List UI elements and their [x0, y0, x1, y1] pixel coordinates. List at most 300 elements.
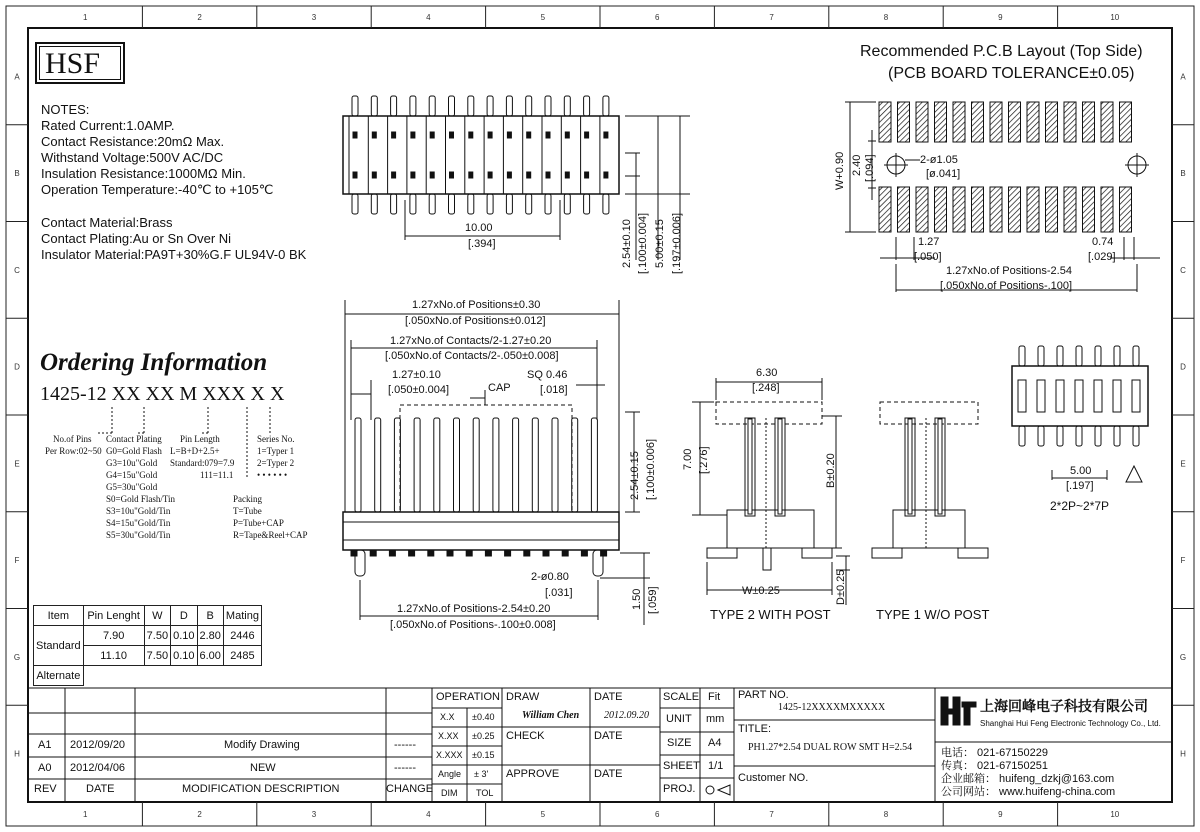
pin-top [545, 96, 551, 116]
dim-label: 0.74 [1092, 236, 1114, 248]
border-row-label: D [1180, 362, 1186, 372]
dim-label: [.050xNo.of Contacts/2-.050±0.008] [385, 350, 559, 362]
mini-pin-bottom [1133, 426, 1139, 446]
front-pin [513, 418, 519, 512]
size-value: A4 [708, 737, 722, 749]
smt-foot [543, 550, 549, 556]
dim-label-vertical: [.100±0.004] [637, 212, 649, 274]
contact-square [430, 172, 434, 178]
pin-bottom [564, 194, 570, 214]
series-header: Series No. [257, 434, 295, 444]
table-cell: 0.10 [171, 626, 197, 646]
rev-row-rev: A0 [38, 762, 52, 774]
mini-pin-bottom [1019, 426, 1025, 446]
rev-header: MODIFICATION DESCRIPTION [182, 783, 340, 795]
contact-square [372, 132, 376, 138]
ordering-series [257, 433, 295, 481]
mini-pin-bottom [1095, 426, 1101, 446]
company-website: 公司网站： www.huifeng-china.com [941, 786, 1116, 798]
table-row [34, 666, 262, 686]
pcb-pad [990, 187, 1002, 232]
company-tel: 电话： 021-67150229 [941, 747, 1049, 759]
plating-header: Contact Plating [106, 434, 162, 444]
dim-label-vertical: [.276] [698, 446, 710, 474]
border-col-label: 10 [1110, 810, 1120, 819]
pin-top [352, 96, 358, 116]
contact-square [353, 172, 357, 178]
pin-top [506, 96, 512, 116]
tol-key: X.XXX [436, 750, 463, 760]
type2-caption: TYPE 2 WITH POST [710, 607, 831, 622]
dim-label: 6.30 [756, 367, 778, 379]
contact-square [565, 132, 569, 138]
front-pin [454, 418, 460, 512]
pins-header: No.of Pins [53, 434, 92, 444]
border-row-label: E [1180, 459, 1186, 469]
cap-label: CAP [488, 382, 511, 394]
contact-square [450, 172, 454, 178]
border-col-label: 1 [82, 13, 88, 22]
pcb-pad [972, 187, 984, 232]
table-cell: 11.10 [83, 646, 144, 666]
smt-foot [428, 550, 434, 556]
plating-item: G0=Gold Flash [106, 446, 162, 456]
note-line: Rated Current:1.0AMP. [41, 118, 175, 133]
date-header: DATE [594, 730, 623, 742]
dim-label-vertical: D±0.25 [835, 569, 847, 605]
rev-row-change: ------ [394, 762, 416, 774]
pcb-pad [1064, 102, 1076, 142]
dim-label: [.050xNo.of Positions±0.012] [405, 315, 546, 327]
tol-key: X.XX [438, 731, 459, 741]
pcb-pad [879, 102, 891, 142]
table-header: B [197, 606, 223, 626]
unit-value: mm [706, 713, 725, 725]
part-code: 1425-12 XX XX M XXX X X [40, 383, 285, 405]
pin-top [371, 96, 377, 116]
table-cell: 0.10 [171, 646, 197, 666]
border-row-label: B [14, 169, 20, 179]
front-pin [591, 418, 597, 512]
pin-bottom [506, 194, 512, 214]
contact-square [411, 132, 415, 138]
mini-pin-top [1114, 346, 1120, 366]
pcb-pad [1083, 187, 1095, 232]
material-line: Contact Plating:Au or Sn Over Ni [41, 231, 232, 246]
pcb-pad [1120, 102, 1132, 142]
border-row-label: H [14, 749, 20, 759]
pcb-pad [1046, 102, 1058, 142]
pcb-pad [1101, 102, 1113, 142]
smt-foot [466, 550, 472, 556]
dim-label-vertical: 2.54±0.10 [621, 219, 633, 268]
border-row-label: B [1180, 169, 1186, 179]
pin-bottom [371, 194, 377, 214]
rev-row-date: 2012/09/20 [70, 739, 126, 751]
table-cell: 7.50 [144, 646, 170, 666]
table-row [34, 626, 262, 646]
table-header: Item [34, 606, 84, 626]
approve-label: APPROVE [506, 768, 560, 780]
front-pin [434, 418, 440, 512]
part-no-label: PART NO. [738, 689, 789, 701]
pcb-pad [935, 102, 947, 142]
table-cell: 2485 [223, 646, 261, 666]
dim-label-vertical: 1.50 [631, 588, 643, 610]
pin-top [564, 96, 570, 116]
draw-date: 2012.09.20 [604, 710, 649, 721]
rev-row-desc: NEW [250, 762, 276, 774]
dim-label: 2-ø1.05 [920, 154, 958, 166]
length-header: Pin Length [180, 434, 220, 444]
contact-square [546, 132, 550, 138]
dim-label: 2-ø0.80 [531, 571, 569, 583]
border-col-label: 5 [540, 13, 546, 22]
border-col-label: 10 [1110, 13, 1120, 22]
dim-label-vertical: [.100±0.006] [645, 438, 657, 500]
mini-pin-bottom [1057, 426, 1063, 446]
border-col-label: 6 [654, 810, 660, 819]
dim-label: SQ 0.46 [527, 369, 568, 381]
table-cell: 6.00 [197, 646, 223, 666]
contact-square [488, 132, 492, 138]
material-line: Contact Material:Brass [41, 215, 173, 230]
pcb-pad [879, 187, 891, 232]
front-pin [355, 418, 361, 512]
border-row-label: H [1180, 749, 1186, 759]
table-row [34, 606, 262, 626]
front-pin [414, 418, 420, 512]
border-row-label: C [14, 265, 20, 275]
scale-value: Fit [708, 691, 721, 703]
dim-label-vertical: [.059] [647, 586, 659, 614]
dim-label: [.029] [1088, 251, 1116, 263]
operation-label: OPERATION [436, 691, 500, 703]
date-header: DATE [594, 691, 623, 703]
dim-label: W±0.25 [742, 585, 780, 597]
series-item: 2=Typer 2 [257, 458, 295, 468]
pin-top [526, 96, 532, 116]
rev-header: DATE [86, 783, 115, 795]
mini-pin-top [1095, 346, 1101, 366]
material-line: Insulator Material:PA9T+30%G.F UL94V-0 BK [41, 247, 307, 262]
pin-top [391, 96, 397, 116]
dim-label: [.248] [752, 382, 780, 394]
packing-header: Packing [233, 494, 262, 504]
pin-bottom [352, 194, 358, 214]
dim-label: 1.27xNo.of Positions-2.54 [946, 265, 1072, 277]
pcb-layout-title: Recommended P.C.B Layout (Top Side) [860, 43, 1143, 60]
mini-pin-bottom [1076, 426, 1082, 446]
tol-header: TOL [476, 788, 494, 798]
pin-top [584, 96, 590, 116]
dim-label: 5.00 [1070, 465, 1092, 477]
pcb-pad [935, 187, 947, 232]
sheet-value: 1/1 [708, 760, 724, 772]
contact-square [469, 132, 473, 138]
pcb-pad [916, 187, 928, 232]
ordering-pins [45, 433, 102, 457]
dim-label-vertical: [.094] [864, 154, 876, 182]
contact-square [392, 132, 396, 138]
border-col-label: 5 [540, 810, 546, 819]
notes-header: NOTES: [41, 102, 90, 117]
customer-no-label: Customer NO. [738, 772, 809, 784]
pcb-pad [1046, 187, 1058, 232]
border-row-label: F [1180, 556, 1186, 566]
pcb-layout-tolerance: (PCB BOARD TOLERANCE±0.05) [888, 65, 1135, 82]
tol-value: ± 3' [474, 769, 489, 779]
ordering-title: Ordering Information [40, 349, 268, 376]
pin-bottom [429, 194, 435, 214]
front-pin [493, 418, 499, 512]
contact-square [527, 172, 531, 178]
contact-square [565, 172, 569, 178]
variant-range: 2*2P~2*7P [1050, 499, 1110, 513]
pcb-pad [990, 102, 1002, 142]
part-no-value: 1425-12XXXXMXXXXX [778, 702, 886, 713]
border-col-label: 6 [654, 13, 660, 22]
front-pin [473, 418, 479, 512]
rev-row-date: 2012/04/06 [70, 762, 126, 774]
dim-label: 1.27 [918, 236, 940, 248]
pcb-pad [1101, 187, 1113, 232]
pin-top [449, 96, 455, 116]
border-row-label: E [14, 459, 20, 469]
mini-pin-top [1038, 346, 1044, 366]
scale-label: SCALE [663, 691, 700, 703]
tol-value: ±0.40 [472, 712, 495, 722]
dim-label: [.050xNo.of Positions-.100] [940, 280, 1073, 292]
pcb-pad [898, 187, 910, 232]
dim-label: [.197] [1066, 480, 1094, 492]
table-header: Pin Lenght [83, 606, 144, 626]
table-cell: 2.80 [197, 626, 223, 646]
pin-bottom [603, 194, 609, 214]
pcb-pad [972, 102, 984, 142]
smt-foot [370, 550, 376, 556]
table-header: W [144, 606, 170, 626]
note-line: Contact Resistance:20mΩ Max. [41, 134, 225, 149]
contact-square [392, 172, 396, 178]
company-name-en: Shanghai Hui Feng Electronic Technology Co., Ltd. [980, 719, 1161, 728]
contact-square [585, 172, 589, 178]
border-row-label: A [14, 72, 20, 82]
tol-key: X.X [440, 712, 455, 722]
pin-top [603, 96, 609, 116]
table-group-label: Standard [34, 626, 84, 666]
border-col-label: 8 [883, 13, 889, 22]
pin-bottom [526, 194, 532, 214]
pins-value: Per Row:02~50 [45, 446, 102, 456]
dim-label-vertical: [.197±0.006] [671, 212, 683, 274]
front-pin [532, 418, 538, 512]
contact-square [604, 172, 608, 178]
company-email: 企业邮箱： huifeng_dzkj@163.com [941, 773, 1115, 785]
dim-label: [.050xNo.of Positions-.100±0.008] [390, 619, 556, 631]
border-row-label: D [14, 362, 20, 372]
border-col-label: 8 [883, 810, 889, 819]
pin-top [468, 96, 474, 116]
dim-label: 1.27xNo.of Positions±0.30 [412, 299, 541, 311]
contact-square [507, 132, 511, 138]
border-col-label: 9 [998, 13, 1003, 22]
mini-pin-top [1133, 346, 1139, 366]
packing-item: P=Tube+CAP [233, 518, 284, 528]
note-line: Operation Temperature:-40℃ to +105℃ [41, 182, 274, 197]
contact-square [604, 132, 608, 138]
border-col-label: 4 [426, 810, 431, 819]
ordering-plating [106, 433, 175, 541]
title-label: TITLE: [738, 723, 772, 735]
table-cell: 7.90 [83, 626, 144, 646]
pin-bottom [391, 194, 397, 214]
dim-label: 10.00 [465, 222, 493, 234]
plating-item: S3=10u"Gold/Tin [106, 506, 171, 516]
dim-label-vertical: B±0.20 [825, 453, 837, 488]
border-row-label: G [1179, 652, 1187, 662]
table-cell: 2446 [223, 626, 261, 646]
table-header: Mating [223, 606, 261, 626]
mini-pin-bottom [1038, 426, 1044, 446]
table-alt-label: Alternate [34, 666, 84, 686]
front-pin [572, 418, 578, 512]
plating-item: S0=Gold Flash/Tin [106, 494, 176, 504]
pcb-pad [1027, 102, 1039, 142]
border-row-label: A [1180, 72, 1186, 82]
ordering-packing [233, 493, 308, 541]
plating-item: G4=15u"Gold [106, 470, 158, 480]
size-label: SIZE [667, 737, 692, 749]
mini-pin-top [1057, 346, 1063, 366]
projection-label: PROJ. [663, 783, 696, 795]
contact-square [450, 132, 454, 138]
table-cell: 7.50 [144, 626, 170, 646]
plating-item: G5=30u"Gold [106, 482, 158, 492]
rev-header: REV [34, 783, 57, 795]
contact-square [430, 132, 434, 138]
length-standard: Standard:079=7.9 [170, 458, 235, 468]
contact-square [353, 132, 357, 138]
pcb-pad [953, 102, 965, 142]
pcb-pad [1120, 187, 1132, 232]
packing-item: R=Tape&Reel+CAP [233, 530, 308, 540]
tol-value: ±0.25 [472, 731, 495, 741]
notes-block [41, 102, 306, 263]
pin-bottom [468, 194, 474, 214]
front-pin [552, 418, 558, 512]
dim-label: 1.27±0.10 [392, 369, 441, 381]
draw-label: DRAW [506, 691, 540, 703]
company-name-cn: 上海回峰电子科技有限公司 [980, 698, 1148, 714]
packing-item: T=Tube [233, 506, 262, 516]
smt-foot [485, 550, 491, 556]
ordering-length [170, 433, 234, 481]
dim-label-vertical: 7.00 [682, 448, 694, 470]
unit-label: UNIT [666, 713, 692, 725]
border-row-label: F [14, 556, 20, 566]
length-formula: L=B+D+2.5+ [170, 446, 220, 456]
dim-label: [.050±0.004] [388, 384, 450, 396]
pcb-pad [898, 102, 910, 142]
contact-square [527, 132, 531, 138]
dim-label: 1.27xNo.of Positions-2.54±0.20 [397, 603, 551, 615]
hsf-logo-text: HSF [45, 47, 101, 80]
smt-foot [505, 550, 511, 556]
front-pin [375, 418, 381, 512]
contact-square [507, 172, 511, 178]
pcb-pad [1083, 102, 1095, 142]
dim-label: [.018] [540, 384, 568, 396]
tol-key: Angle [438, 769, 462, 779]
pin-bottom [449, 194, 455, 214]
note-line: Insulation Resistance:1000MΩ Min. [41, 166, 246, 181]
dim-label: [.031] [545, 587, 573, 599]
border-col-label: 4 [426, 13, 431, 22]
note-line: Withstand Voltage:500V AC/DC [41, 150, 224, 165]
pin-bottom [584, 194, 590, 214]
dim-label: [ø.041] [926, 168, 961, 180]
mini-pin-bottom [1114, 426, 1120, 446]
pcb-pad [1009, 102, 1021, 142]
pcb-pad [1064, 187, 1076, 232]
rev-row-desc: Modify Drawing [224, 739, 300, 751]
smt-foot [562, 550, 568, 556]
border-col-label: 3 [311, 810, 317, 819]
dim-label-vertical: 2.40 [851, 154, 863, 176]
plating-item: S5=30u"Gold/Tin [106, 530, 171, 540]
mini-pin-top [1076, 346, 1082, 366]
dim-label-vertical: 5.00±0.15 [654, 219, 666, 268]
drawer-signature: William Chen [522, 710, 580, 721]
pin-bottom [487, 194, 493, 214]
contact-square [546, 172, 550, 178]
pcb-pad [916, 102, 928, 142]
smt-foot [389, 550, 395, 556]
pin-bottom [545, 194, 551, 214]
series-item: • • • • • • [257, 470, 288, 480]
plating-item: G3=10u"Gold [106, 458, 158, 468]
pcb-pad [1027, 187, 1039, 232]
border-col-label: 7 [769, 810, 774, 819]
pin-top [487, 96, 493, 116]
company-fax: 传真： 021-67150251 [941, 760, 1049, 772]
dim-label-vertical: W+0.90 [834, 151, 846, 190]
smt-foot [447, 550, 453, 556]
contact-square [469, 172, 473, 178]
border-row-label: G [13, 652, 21, 662]
dim-label: 1.27xNo.of Contacts/2-1.27±0.20 [390, 335, 552, 347]
border-col-label: 1 [82, 810, 88, 819]
dim-label: [.050] [914, 251, 942, 263]
smt-foot [581, 550, 587, 556]
type1-caption: TYPE 1 W/O POST [876, 607, 990, 622]
contact-square [585, 132, 589, 138]
pin-top [429, 96, 435, 116]
dim-label: [.394] [468, 238, 496, 250]
pin-length-table [33, 605, 262, 686]
smt-foot [409, 550, 415, 556]
border-col-label: 2 [197, 13, 202, 22]
pin-top [410, 96, 416, 116]
pcb-pad [1009, 187, 1021, 232]
border-col-label: 9 [998, 810, 1003, 819]
sheet-label: SHEET [663, 760, 700, 772]
date-header: DATE [594, 768, 623, 780]
rev-row-change: ------ [394, 739, 416, 751]
rev-header: CHANGE [386, 783, 434, 795]
pin-bottom [410, 194, 416, 214]
